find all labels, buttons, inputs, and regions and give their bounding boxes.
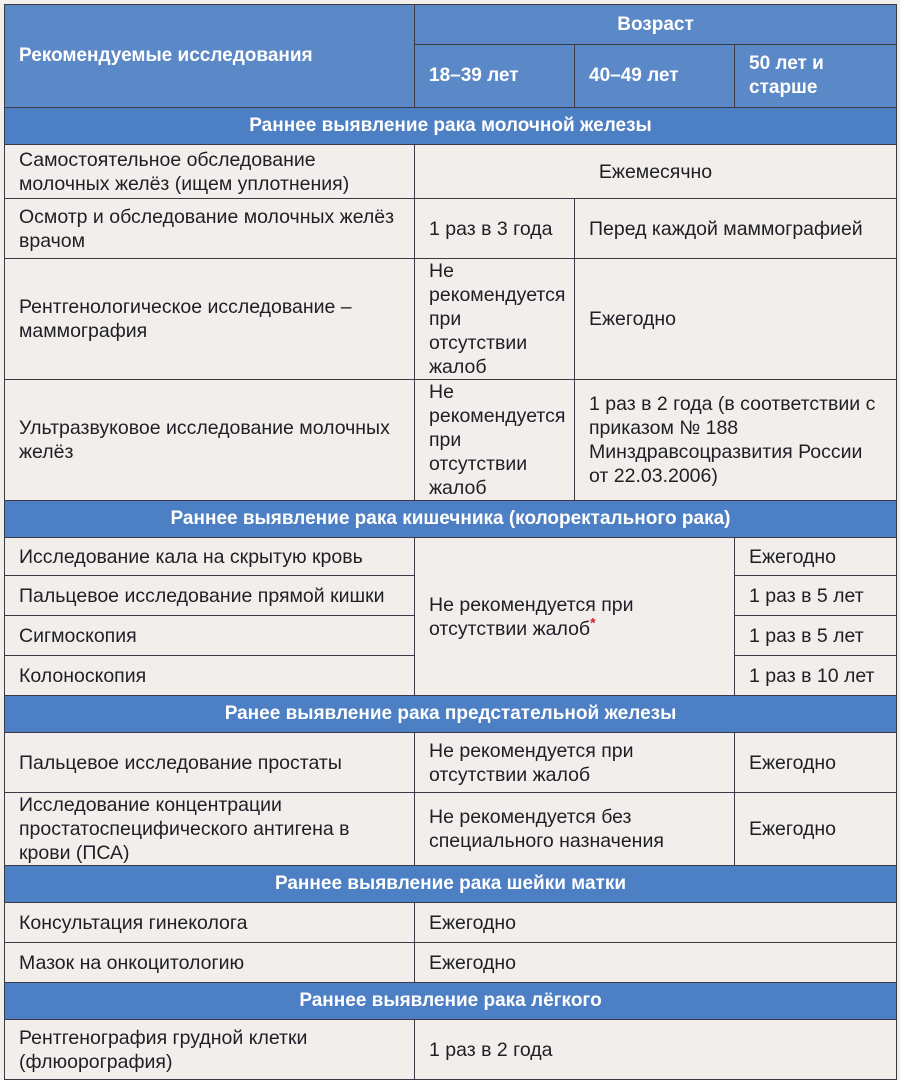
frequency-cell: 1 раз в 10 лет	[735, 656, 897, 696]
frequency-cell: 1 раз в 5 лет	[735, 616, 897, 656]
frequency-cell: Ежемесячно	[415, 145, 897, 199]
footnote-asterisk: *	[590, 614, 596, 630]
test-name: Самостоятельное обследование молочных желёз (ищем уплотнения)	[5, 145, 415, 199]
frequency-cell: Ежегодно	[735, 538, 897, 576]
frequency-cell: Ежегодно	[415, 903, 897, 943]
frequency-cell: Не рекомендуется при отсутствии жалоб	[415, 259, 575, 380]
test-name: Сигмоскопия	[5, 616, 415, 656]
test-name: Пальцевое исследование прямой кишки	[5, 576, 415, 616]
frequency-cell: 1 раз в 5 лет	[735, 576, 897, 616]
frequency-cell: Не рекомендуется при отсутствии жалоб	[415, 733, 735, 793]
test-name: Рентгенологическое исследование – маммография	[5, 259, 415, 380]
test-name: Колоноскопия	[5, 656, 415, 696]
frequency-cell	[415, 538, 735, 696]
section-title-colorectal: Раннее выявление рака кишечника (колоректального рака)	[5, 501, 897, 538]
test-name: Пальцевое исследование простаты	[5, 733, 415, 793]
frequency-cell: Ежегодно	[735, 733, 897, 793]
test-name: Рентгенография грудной клетки (флюорография)	[5, 1020, 415, 1080]
frequency-cell: 1 раз в 2 года	[415, 1020, 897, 1080]
test-name: Мазок на онкоцитологию	[5, 943, 415, 983]
tests-column-header: Рекомендуемые исследования	[5, 5, 415, 108]
screening-table	[4, 4, 897, 1080]
frequency-cell: Ежегодно	[735, 793, 897, 866]
age-group-50-plus: 50 лет и старше	[735, 45, 897, 108]
test-name: Исследование концентрации простатоспецифического антигена в крови (ПСА)	[5, 793, 415, 866]
section-title-prostate: Ранее выявление рака предстательной железы	[5, 696, 897, 733]
section-title-breast: Раннее выявление рака молочной железы	[5, 108, 897, 145]
test-name: Осмотр и обследование молочных желёз врачом	[5, 199, 415, 259]
age-header: Возраст	[415, 5, 897, 45]
section-title-lung: Раннее выявление рака лёгкого	[5, 983, 897, 1020]
test-name: Консультация гинеколога	[5, 903, 415, 943]
age-group-40-49: 40–49 лет	[575, 45, 735, 108]
frequency-cell: Ежегодно	[415, 943, 897, 983]
frequency-cell: Не рекомендуется при отсутствии жалоб	[415, 380, 575, 501]
frequency-cell: 1 раз в 3 года	[415, 199, 575, 259]
frequency-cell: Ежегодно	[575, 259, 897, 380]
test-name: Ультразвуковое исследование молочных желёз	[5, 380, 415, 501]
frequency-cell: 1 раз в 2 года (в соответствии с приказом № 188 Минздравсоцразвития России от 22.03.2006)	[575, 380, 897, 501]
test-name: Исследование кала на скрытую кровь	[5, 538, 415, 576]
frequency-cell: Перед каждой маммографией	[575, 199, 897, 259]
age-group-18-39: 18–39 лет	[415, 45, 575, 108]
section-title-cervix: Раннее выявление рака шейки матки	[5, 866, 897, 903]
frequency-text: Не рекомендуется при отсутствии жалоб	[429, 593, 634, 640]
frequency-cell: Не рекомендуется без специального назначения	[415, 793, 735, 866]
